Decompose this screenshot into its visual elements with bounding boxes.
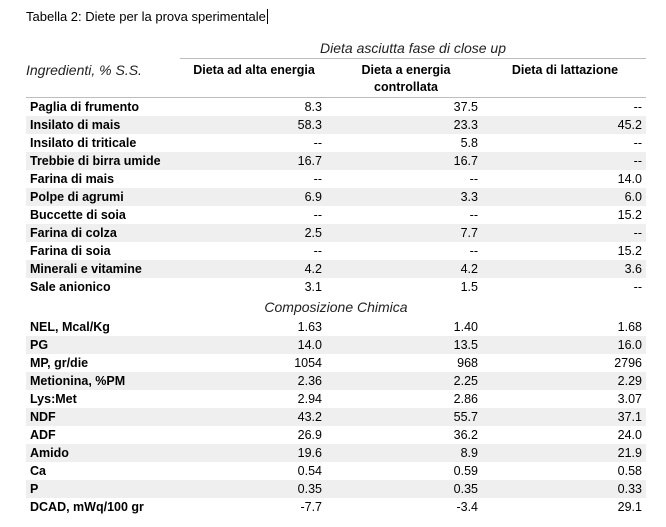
cell-value: 55.7 [453,410,478,424]
cell-value: 2.36 [297,374,322,388]
cell-value: -- [469,172,478,186]
table-row [26,206,646,224]
row-label: ADF [30,428,56,442]
row-label: Polpe di agrumi [30,190,124,204]
row-header-label: Ingredienti, % S.S. [26,62,142,78]
cell-value: 1.40 [453,320,478,334]
table-row [26,354,646,372]
cell-value: 0.58 [617,464,642,478]
cell-value: -- [633,226,642,240]
cell-value: -- [313,172,322,186]
table-row [26,372,646,390]
cell-value: 2796 [614,356,642,370]
cell-value: -- [313,136,322,150]
cell-value: 58.3 [297,118,322,132]
table-row [26,336,646,354]
text-cursor [267,9,268,24]
table-row [26,480,646,498]
cell-value: 0.35 [297,482,322,496]
cell-value: -- [469,208,478,222]
row-label: Buccette di soia [30,208,126,222]
cell-value: 4.2 [460,262,478,276]
cell-value: 45.2 [617,118,642,132]
cell-value: 3.07 [617,392,642,406]
cell-value: 24.0 [617,428,642,442]
table-row [26,498,646,516]
cell-value: 3.3 [460,190,478,204]
cell-value: 36.2 [453,428,478,442]
table-row [26,242,646,260]
table-row [26,98,646,116]
cell-value: 0.35 [453,482,478,496]
cell-value: -- [633,154,642,168]
table-row [26,170,646,188]
table-row [26,188,646,206]
row-label: Amido [30,446,69,460]
table-row [26,134,646,152]
ingredients-body [26,98,646,296]
cell-value: 43.2 [297,410,322,424]
cell-value: 16.7 [453,154,478,168]
cell-value: 15.2 [617,208,642,222]
cell-value: 2.94 [297,392,322,406]
cell-value: 15.2 [617,244,642,258]
cell-value: 0.54 [297,464,322,478]
cell-value: 968 [457,356,478,370]
cell-value: 14.0 [297,338,322,352]
cell-value: 21.9 [617,446,642,460]
cell-value: 2.25 [453,374,478,388]
cell-value: -3.4 [456,500,478,514]
cell-value: 7.7 [460,226,478,240]
group-header: Dieta asciutta fase di close up [180,38,646,59]
cell-value: 0.59 [453,464,478,478]
cell-value: 23.3 [453,118,478,132]
row-label: Insilato di triticale [30,136,137,150]
row-label: Farina di colza [30,226,117,240]
column-header-controlled-energy: Dieta a energia controllata [361,63,451,94]
cell-value: 26.9 [297,428,322,442]
cell-value: 4.2 [304,262,322,276]
row-label: Sale anionico [30,280,111,294]
column-header-row [26,59,646,98]
row-label: PG [30,338,49,352]
cell-value: 6.0 [624,190,642,204]
column-header-lactation: Dieta di lattazione [511,63,619,77]
table-row [26,444,646,462]
row-label: Trebbie di birra umide [30,154,161,168]
cell-value: 16.0 [617,338,642,352]
row-label: Insilato di mais [30,118,121,132]
cell-value: -- [469,244,478,258]
cell-value: 37.1 [617,410,642,424]
cell-value: 2.86 [453,392,478,406]
cell-value: 1.5 [460,280,478,294]
row-label: MP, gr/die [30,356,89,370]
table-row [26,462,646,480]
cell-value: 0.33 [617,482,642,496]
table-row [26,116,646,134]
row-label: Metionina, %PM [30,374,126,388]
cell-value: -- [633,136,642,150]
cell-value: 1.68 [617,320,642,334]
row-label: DCAD, mWq/100 gr [30,500,144,514]
table-row [26,318,646,336]
table-row [26,224,646,242]
table-row [26,152,646,170]
cell-value: 1054 [294,356,322,370]
cell-value: 13.5 [453,338,478,352]
cell-value: -- [633,280,642,294]
row-label: P [30,482,39,496]
table-row [26,260,646,278]
cell-value: 19.6 [297,446,322,460]
row-label: Paglia di frumento [30,100,140,114]
cell-value: -- [633,100,642,114]
cell-value: 2.29 [617,374,642,388]
cell-value: 1.63 [297,320,322,334]
row-label: Farina di mais [30,172,115,186]
cell-value: 8.3 [304,100,322,114]
row-label: Lys:Met [30,392,77,406]
cell-value: 14.0 [617,172,642,186]
diet-table [26,38,646,516]
row-label: Farina di soia [30,244,111,258]
cell-value: 29.1 [617,500,642,514]
composition-body [26,318,646,516]
column-header-high-energy: Dieta ad alta energia [193,63,315,77]
cell-value: 5.8 [460,136,478,150]
table-row [26,390,646,408]
row-label: Ca [30,464,46,478]
table-row [26,426,646,444]
cell-value: 3.6 [624,262,642,276]
cell-value: -- [313,244,322,258]
row-label: NDF [30,410,56,424]
cell-value: 3.1 [304,280,322,294]
cell-value: -- [313,208,322,222]
cell-value: 6.9 [304,190,322,204]
cell-value: 8.9 [460,446,478,460]
cell-value: 37.5 [453,100,478,114]
caption-text: Tabella 2: Diete per la prova sperimentale [26,9,266,24]
cell-value: -7.7 [300,500,322,514]
row-label: NEL, Mcal/Kg [30,320,110,334]
table-row [26,408,646,426]
table-row [26,278,646,296]
cell-value: 16.7 [297,154,322,168]
composition-header: Composizione Chimica [264,299,408,315]
table-caption [26,9,268,24]
row-label: Minerali e vitamine [30,262,142,276]
cell-value: 2.5 [304,226,322,240]
